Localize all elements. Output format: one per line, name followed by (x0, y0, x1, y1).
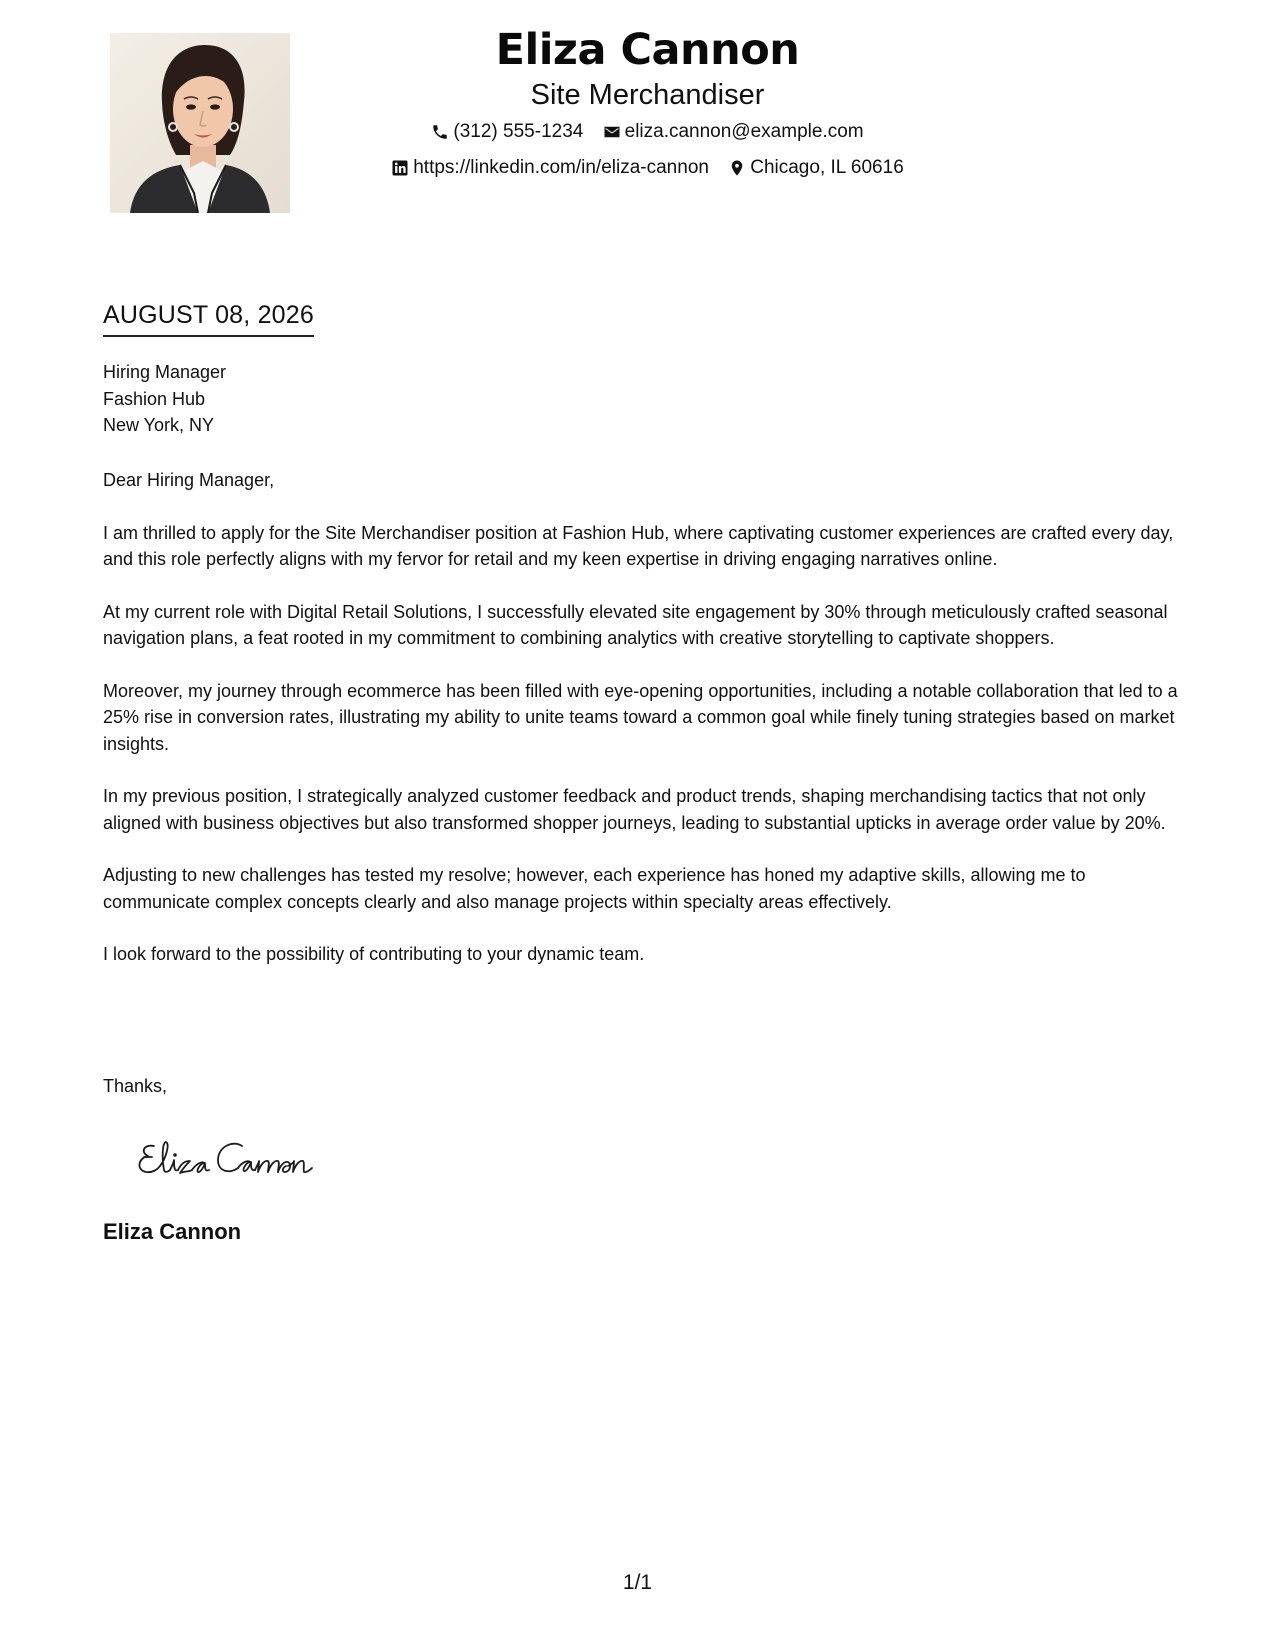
contact-location (728, 152, 904, 184)
recipient-line: Hiring Manager (103, 362, 227, 382)
profile-photo (110, 33, 290, 213)
letter-paragraph: At my current role with Digital Retail Solutions, I successfully elevated site engagement by 30% through meticulously crafted seasonal navigation plans, a feat rooted in my commitment to combining analytics with creative storytelling to captivate shoppers. (103, 601, 1168, 648)
letter-date: AUGUST 08, 2026 (103, 298, 314, 337)
location-text: Chicago, IL 60616 (750, 157, 904, 178)
recipient-line: Fashion Hub (103, 388, 206, 409)
linkedin-link[interactable]: https://linkedin.com/in/eliza-cannon (413, 157, 709, 178)
letter-paragraph: I look forward to the possibility of contributing to your dynamic team. (103, 944, 645, 964)
signer-name: Eliza Cannon (103, 1219, 242, 1244)
letter-paragraph: Adjusting to new challenges has tested my resolve; however, each experience has honed my adaptive skills, allowing me to communicate complex concepts clearly and also manage projects within specialty areas effectively. (103, 865, 1086, 912)
recipient-address (103, 359, 226, 439)
contact-email (603, 116, 864, 148)
salutation: Dear Hiring Manager, (103, 470, 275, 490)
candidate-name: Eliza Cannon (495, 25, 800, 75)
letter-paragraph: In my previous position, I strategically analyzed customer feedback and product trends, shaping merchandising tactics that not only aligned with business objectives but also transformed shopper journeys, leading to substantial upticks in average order value by 20%. (103, 786, 1166, 833)
recipient-line: New York, NY (103, 415, 215, 435)
phone-text: (312) 555-1234 (453, 121, 584, 142)
linkedin-icon (391, 159, 409, 177)
job-title: Site Merchandiser (530, 79, 765, 111)
letter-paragraph: Moreover, my journey through ecommerce has been filled with eye-opening opportunities, including a notable collaboration that led to a 25% rise in conversion rates, illustrating my ability to unite teams toward a common goal while finely tuning strategies based on market insights. (103, 680, 1178, 754)
letter-paragraph: I am thrilled to apply for the Site Merchandiser position at Fashion Hub, where captivating customer experiences are crafted every day, and this role perfectly aligns with my fervor for retail and my keen expertise in driving engaging narratives online. (103, 522, 1174, 569)
closing: Thanks, (103, 1076, 168, 1096)
header (320, 22, 975, 188)
page-number: 1/1 (622, 1571, 653, 1594)
letter-body (103, 467, 1183, 994)
handwritten-signature (130, 1130, 350, 1186)
contact-phone (431, 116, 583, 148)
envelope-icon (603, 123, 621, 141)
map-pin-icon (728, 159, 746, 177)
contact-linkedin (391, 152, 709, 184)
contact-row-2 (320, 152, 975, 188)
email-link[interactable]: eliza.cannon@example.com (624, 121, 864, 142)
contact-row-1 (320, 116, 975, 152)
phone-icon (431, 123, 449, 141)
